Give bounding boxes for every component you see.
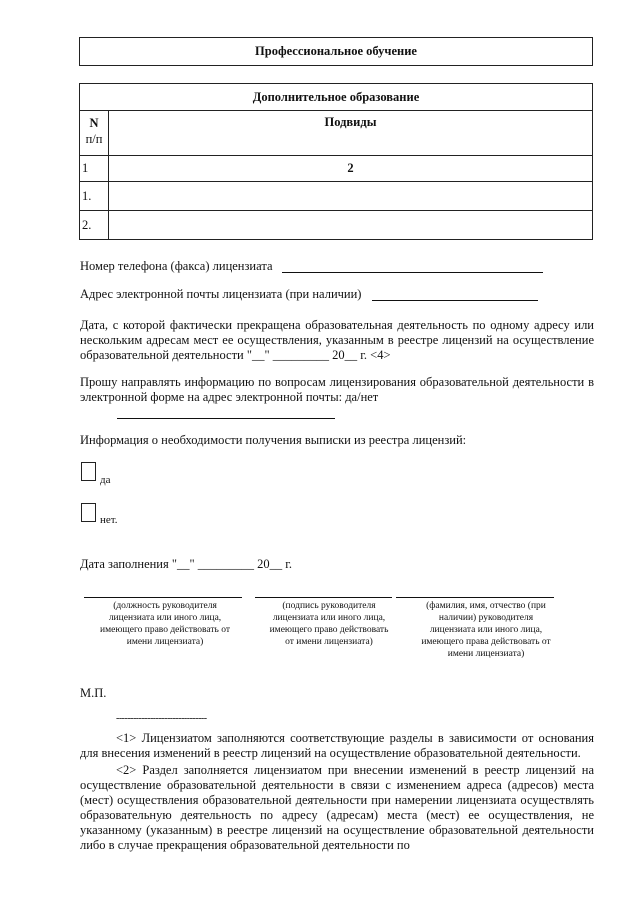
row-2-subtype[interactable] (109, 211, 593, 240)
table-title: Дополнительное образование (80, 84, 593, 111)
footnote-separator: -------------------------------- (116, 713, 207, 724)
signature-caption-2: (подпись руководителя лицензиата или иного лица, имеющего право действовать от имени лицензиата) (269, 601, 389, 647)
phone-input-line[interactable] (282, 272, 543, 273)
checkbox-yes[interactable] (81, 462, 96, 481)
col-subtypes-header: Подвиды (109, 111, 593, 156)
index-row-cell-1: 1 (80, 156, 109, 182)
date-ceased-text: Дата, с которой фактически прекращена образовательная деятельность по одному адресу или нескольким адресам мест ее осуществления, указанным в реестре лицензий на осуществление образовательной деятельности "__" _________ 20__ г. <4> (80, 318, 594, 362)
table-row (80, 182, 593, 211)
section-title: Профессиональное обучение (255, 44, 417, 58)
stamp-label: М.П. (80, 686, 107, 700)
request-info-text: Прошу направлять информацию по вопросам лицензирования образовательной деятельности в электронной форме на адрес электронной почты: да/нет (80, 375, 594, 404)
row-1-number: 1. (80, 182, 109, 211)
table-row (80, 211, 593, 240)
checkbox-no[interactable] (81, 503, 96, 522)
row-2-number: 2. (80, 211, 109, 240)
checkbox-no-label: нет. (100, 514, 118, 526)
signature-caption-3: (фамилия, имя, отчество (при наличии) руководителя лицензиата или иного лица, имеющего права действовать от имени лицензиата) (421, 601, 551, 659)
email-label: Адрес электронной почты лицензиата (при наличии) (80, 287, 362, 301)
section-title-box (79, 37, 593, 66)
index-row-cell-2: 2 (109, 156, 593, 182)
signature-line-2[interactable] (255, 597, 392, 598)
education-table (79, 83, 593, 240)
row-1-subtype[interactable] (109, 182, 593, 211)
footnote-1: <1> Лицензиатом заполняются соответствующие разделы в зависимости от основания для внесения изменений в реестр лицензий на осуществление образовательной деятельности. (80, 731, 594, 760)
col-number-header (80, 111, 109, 156)
col-number-header-n: N (89, 116, 99, 130)
extract-info-label: Информация о необходимости получения выписки из реестра лицензий: (80, 433, 467, 447)
signature-line-3[interactable] (396, 597, 554, 598)
signature-caption-1: (должность руководителя лицензиата или иного лица, имеющего право действовать от имени лицензиата) (100, 601, 230, 647)
footnote-2: <2> Раздел заполняется лицензиатом при внесении изменений в реестр лицензий на осуществление образовательной деятельности в связи с изменением адреса (адресов) места (мест) осуществления образовательной деятельности при намерении лицензиата осуществлять образовательную деятельность по адресу (адресам) места (мест) ее осуществления, не указанному (указанным) в реестре лицензий на осуществление образовательной деятельности либо в случае прекращения образовательной деятельности по (80, 763, 594, 852)
email-input-line[interactable] (372, 300, 538, 301)
signature-line-1[interactable] (84, 597, 242, 598)
col-number-header-pp: п/п (85, 132, 103, 146)
fill-date-text: Дата заполнения "__" _________ 20__ г. (80, 557, 293, 571)
checkbox-yes-label: да (100, 474, 111, 486)
request-info-input-line[interactable] (117, 418, 335, 419)
phone-label: Номер телефона (факса) лицензиата (80, 259, 273, 273)
